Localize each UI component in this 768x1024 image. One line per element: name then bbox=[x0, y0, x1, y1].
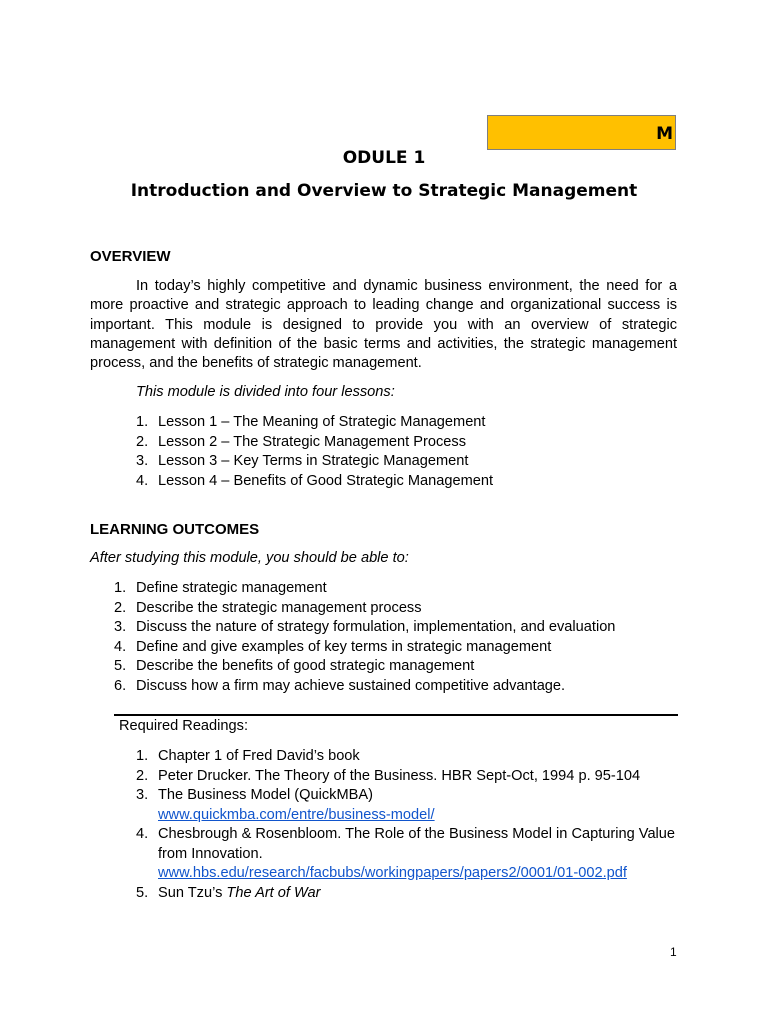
list-item: 5. Describe the benefits of good strategic management bbox=[114, 658, 475, 674]
outcomes-list bbox=[114, 579, 615, 696]
list-item: 1. Define strategic management bbox=[114, 580, 327, 596]
list-item: 6. Discuss how a firm may achieve sustained competitive advantage. bbox=[114, 677, 566, 694]
list-item: 3. Lesson 3 – Key Terms in Strategic Management bbox=[136, 453, 469, 469]
list-item: 4. Lesson 4 – Benefits of Good Strategic Management bbox=[136, 472, 494, 489]
list-item: 2. Describe the strategic management process bbox=[114, 599, 422, 616]
lessons-intro: This module is divided into four lessons: bbox=[136, 384, 395, 400]
module-label-box bbox=[487, 115, 676, 150]
page-number: 1 bbox=[670, 945, 677, 959]
module-box-letter: M bbox=[656, 124, 673, 144]
list-item: 2. Peter Drucker. The Theory of the Business. HBR Sept-Oct, 1994 p. 95-104 bbox=[136, 767, 641, 784]
module-title: ODULE 1 bbox=[342, 148, 426, 168]
quickmba-link[interactable]: www.quickmba.com/entre/business-model/ bbox=[158, 806, 435, 823]
list-item: 1. Lesson 1 – The Meaning of Strategic Management bbox=[136, 414, 486, 430]
overview-heading: OVERVIEW bbox=[90, 248, 171, 265]
outcomes-heading: LEARNING OUTCOMES bbox=[90, 521, 260, 538]
readings-list bbox=[136, 747, 676, 903]
list-item: 2. Lesson 2 – The Strategic Management Process bbox=[136, 433, 466, 450]
list-item: 3. Discuss the nature of strategy formulation, implementation, and evaluation bbox=[114, 619, 616, 635]
lessons-list bbox=[136, 413, 493, 491]
list-item: 5. Sun Tzu’s The Art of War bbox=[136, 884, 321, 901]
overview-paragraph bbox=[90, 277, 677, 373]
module-subtitle: Introduction and Overview to Strategic Management bbox=[130, 181, 638, 201]
outcomes-intro: After studying this module, you should be able to: bbox=[90, 550, 409, 566]
book-title: The Art of War bbox=[226, 884, 321, 901]
list-item: 4. Chesbrough & Rosenbloom. The Role of the Business Model in Capturing Value from Innovation. www.hbs.edu/research/facbubs/workingpapers/papers2/0001/01-002.pdf bbox=[136, 826, 676, 881]
hbs-paper-link[interactable]: www.hbs.edu/research/facbubs/workingpapers/papers2/0001/01-002.pdf bbox=[158, 865, 627, 881]
list-item: 3. The Business Model (QuickMBA) www.quickmba.com/entre/business-model/ bbox=[136, 787, 435, 823]
list-item: 1. Chapter 1 of Fred David’s book bbox=[136, 748, 360, 764]
readings-heading: Required Readings: bbox=[119, 718, 248, 734]
section-divider bbox=[114, 714, 678, 716]
list-item: 4. Define and give examples of key terms in strategic management bbox=[114, 638, 552, 655]
overview-paragraph-text: In today’s highly competitive and dynamic business environment, the need for a more proactive and strategic approach to leading change and organizational success is important. This module is designed to provide you with an overview of strategic management with definition of the basic terms and activities, the strategic management process, and the benefits of strategic management. bbox=[90, 278, 677, 372]
